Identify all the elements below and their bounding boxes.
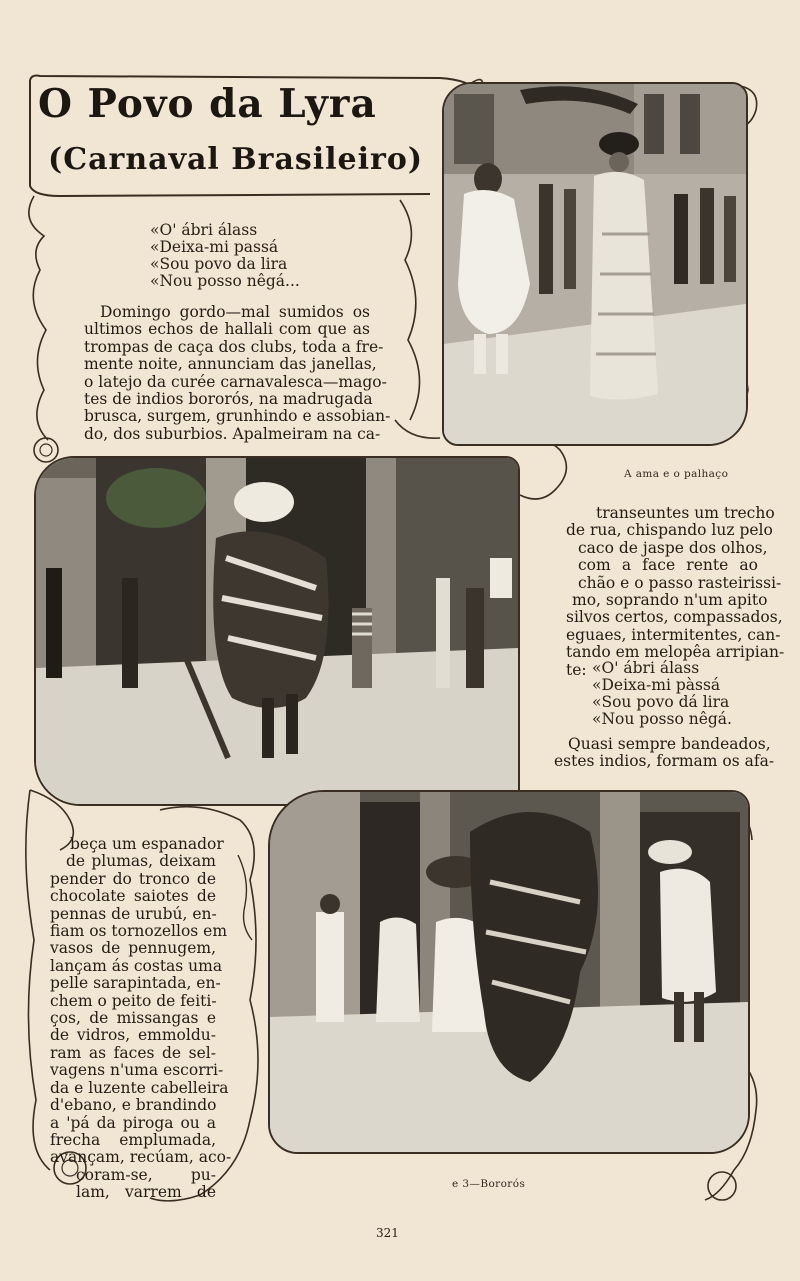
text-line: beça um espanador xyxy=(70,835,224,853)
text-line: com a face rente ao xyxy=(578,556,758,575)
text-line: chão e o passo rasteirissi- xyxy=(578,573,782,592)
text-line: eguaes, intermitentes, can- xyxy=(566,625,781,644)
text-line: caco de jaspe dos olhos, xyxy=(578,538,768,557)
text-line: de vidros, emmoldu- xyxy=(50,1026,216,1045)
photo-bororos-group xyxy=(268,790,750,1154)
text-line: vagens n'uma escorri- xyxy=(50,1061,224,1080)
paragraph-transeuntes xyxy=(556,504,785,679)
paragraph-intro xyxy=(84,303,391,443)
text-line: vasos de pennugem, xyxy=(50,939,216,958)
text-line: silvos certos, compassados, xyxy=(566,608,783,627)
text-line: mo, soprando n'um apito xyxy=(572,591,768,610)
text-line: d'ebano, e brandindo xyxy=(50,1096,217,1115)
verse-line: «O' ábri álass xyxy=(592,659,700,677)
verse-line: «O' ábri álass xyxy=(150,221,258,239)
text-line: tes de indios bororós, na madrugada xyxy=(84,390,373,409)
text-line: coram-se, pu- xyxy=(76,1165,216,1184)
text-line: mente noite, annunciam das janellas, xyxy=(84,355,377,374)
caption-bororos: e 3—Bororós xyxy=(452,1178,526,1190)
text-line: pennas de urubú, en- xyxy=(50,904,217,923)
text-line: Quasi sempre bandeados, xyxy=(568,735,771,753)
text-line: lançam ás costas uma xyxy=(50,956,223,975)
text-line: ram as faces de sel- xyxy=(50,1043,216,1062)
verse-line: «Nou posso nêgá... xyxy=(150,272,300,290)
text-line: tando em melopêa arripian- xyxy=(566,643,785,662)
photo-bororos-dancer-image xyxy=(36,458,518,804)
verse-line: «Sou povo da lira xyxy=(150,255,288,273)
verse-line: «Nou posso nêgá. xyxy=(592,710,732,728)
text-line: ços, de missangas e xyxy=(50,1009,216,1028)
text-line: frecha emplumada, xyxy=(50,1130,216,1149)
text-line: do, dos suburbios. Apalmeiram na ca- xyxy=(84,424,381,443)
photo-ama-e-palhaco-image xyxy=(444,84,746,444)
page-number: 321 xyxy=(376,1226,399,1240)
verse-refrain xyxy=(592,660,732,728)
text-line: te: xyxy=(566,660,587,679)
photo-bororos-dancer xyxy=(34,456,520,806)
text-line: de plumas, deixam xyxy=(66,852,216,871)
verse-line: «Deixa-mi pàssá xyxy=(592,676,721,694)
photo-bororos-group-image xyxy=(270,792,748,1152)
article-title: O Povo da Lyra xyxy=(38,81,377,127)
article-subtitle: (Carnaval Brasileiro) xyxy=(48,142,424,177)
text-line: de rua, chispando luz pelo xyxy=(566,521,773,540)
verse-line: «Sou povo dá lira xyxy=(592,693,730,711)
paragraph-espanador xyxy=(50,835,232,1202)
text-line: pelle sarapintada, en- xyxy=(50,974,221,993)
photo-ama-e-palhaco xyxy=(442,82,748,446)
text-line: avançam, recúam, aco- xyxy=(50,1148,232,1167)
text-line: Domingo gordo—mal sumidos os xyxy=(100,303,370,321)
text-line: transeuntes um trecho xyxy=(596,504,775,522)
text-line: pender do tronco de xyxy=(50,869,216,888)
caption-ama-e-palhaco: A ama e o palhaço xyxy=(624,468,729,480)
text-line: brusca, surgem, grunhindo e assobian- xyxy=(84,407,391,426)
text-line: chocolate saiotes de xyxy=(50,887,216,906)
text-line: a 'pá da piroga ou a xyxy=(50,1113,216,1132)
verse-opening xyxy=(150,222,300,290)
text-line: chem o peito de feiti- xyxy=(50,991,217,1010)
verse-line: «Deixa-mi passá xyxy=(150,238,279,256)
text-line: trompas de caça dos clubs, toda a fre- xyxy=(84,337,384,356)
text-line: estes indios, formam os afa- xyxy=(554,752,775,771)
text-line: fiam os tornozellos em xyxy=(50,922,228,941)
text-line: da e luzente cabelleira xyxy=(50,1078,229,1097)
text-line: o latejo da curée carnavalesca—mago- xyxy=(84,372,387,391)
text-line: lam, varrem de xyxy=(76,1183,216,1202)
paragraph-bandeados xyxy=(554,735,775,771)
text-line: ultimos echos de hallali com que as xyxy=(84,320,370,339)
